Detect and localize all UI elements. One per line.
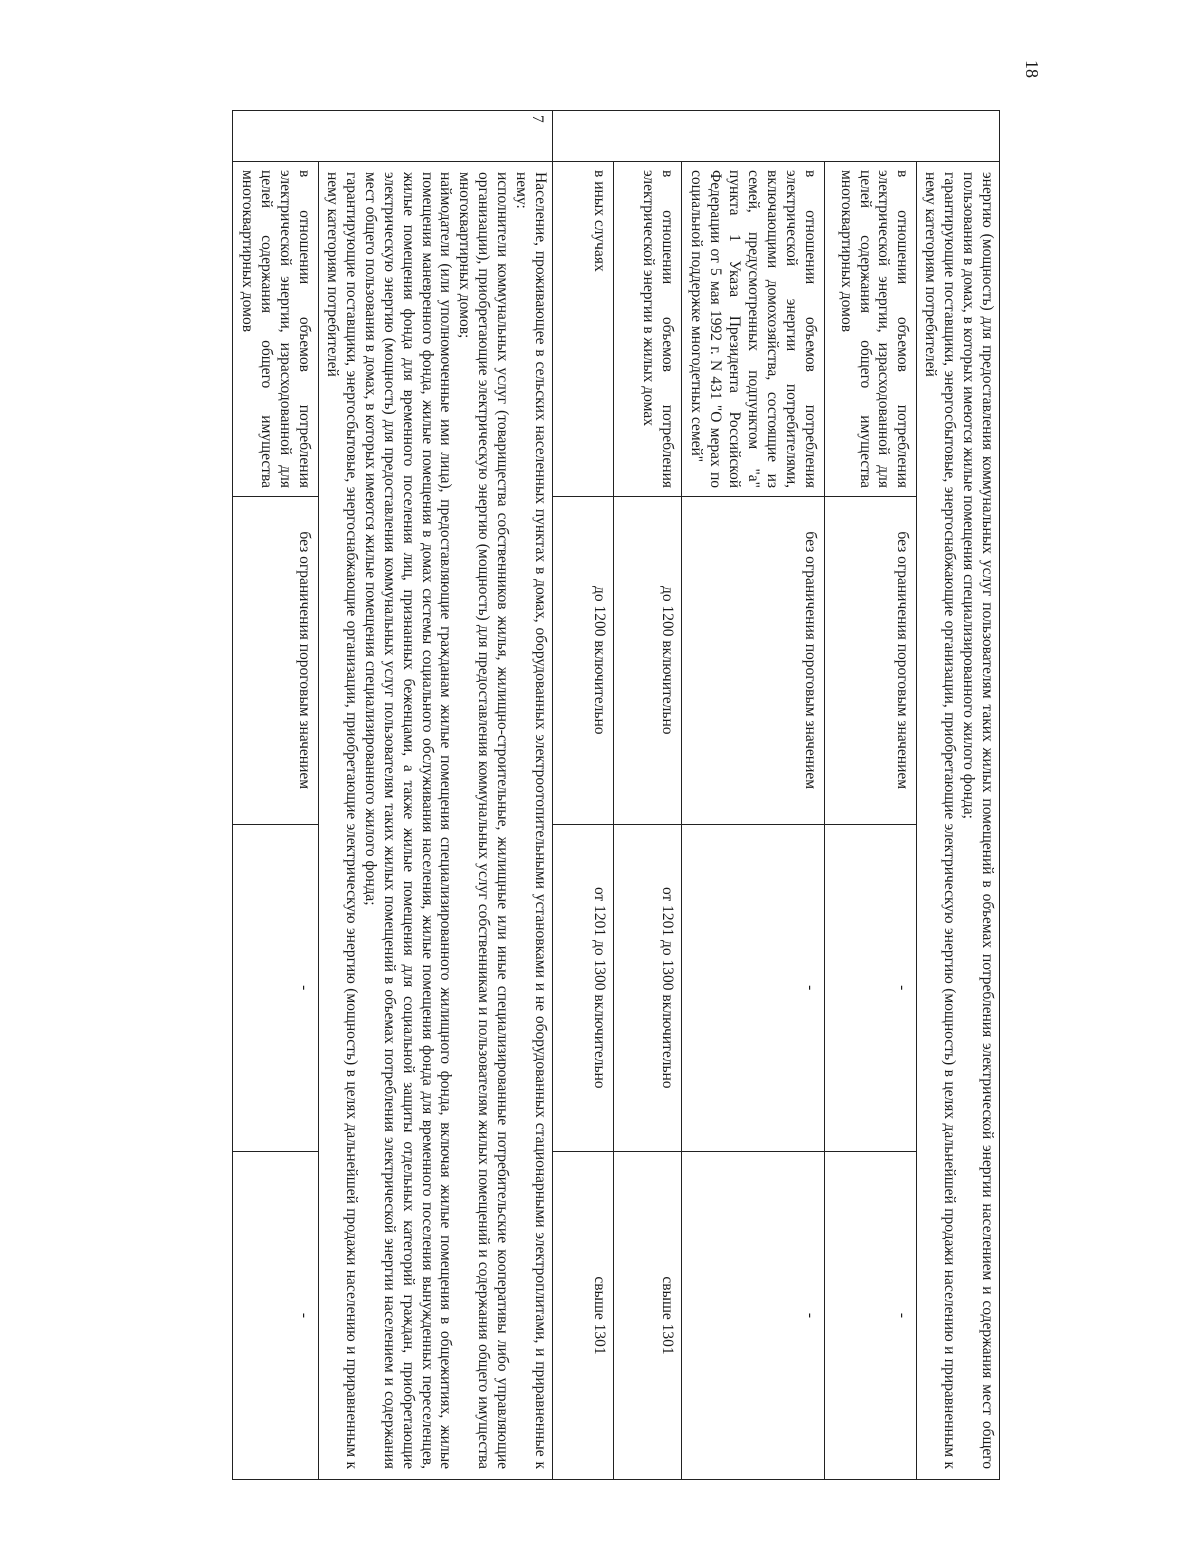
heading-paragraph: Население, проживающее в сельских населенных пунктах в домах, оборудованных электроотопительными установками и не оборудованных стационарными электроплитами, и приравненные к нему:	[513, 172, 550, 1469]
heading-paragraph: исполнители коммунальных услуг (товарищества собственников жилья, жилищно-строительные, жилищные или иные специализированные потребительские кооперативы либо управляющие организации), приобретающие электрическую энергию (мощность) для предоставления коммунальных услуг собственникам и пользователям жилых помещений и содержания общего имущества многоквартирных домов;	[456, 172, 512, 1469]
range-cell: -	[233, 1152, 319, 1480]
block-a-heading-row	[917, 111, 1000, 1480]
range-cell: свыше 1301	[553, 1152, 613, 1480]
tariff-table-sheet	[120, 110, 1000, 1480]
heading-paragraph: наймодатели (или уполномоченные ими лица), предоставляющие гражданам жилые помещения специализированного жилищного фонда, включая жилые помещения в общежитиях, жилые помещения маневренного фонда, жилые помещения в домах системы социального обслуживания населения, жилые помещения фонда для временного поселения вынужденных переселенцев, жилые помещения фонда для временного поселения лиц, признанных беженцами, а также жилые помещения для социальной защиты отдельных категорий граждан, приобретающие электрическую энергию (мощность) для предоставления коммунальных услуг пользователям таких жилых помещений в объемах потребления электрической энергии населением и содержания мест общего пользования в домах, в которых имеются жилые помещения специализированного жилого фонда;	[361, 172, 455, 1469]
heading-paragraph: гарантирующие поставщики, энергосбытовые, энергоснабжающие организации, приобретающие электрическую энергию (мощность) в целях дальнейшей продажи населению и приравненным к нему категориям потребителей	[324, 172, 360, 1469]
row-description: в отношении объемов потребления электрической энергии в жилых домах	[613, 162, 681, 497]
range-cell: от 1201 до 1300 включительно	[553, 824, 613, 1152]
heading-paragraph: энергию (мощность) для предоставления коммунальных услуг пользователям таких жилых помещений в объемах потребления электрической энергии населением и содержания мест общего пользования в домах, в которых имеются жилые помещения специализированного жилого фонда;	[960, 172, 996, 1469]
block-b-rows	[232, 111, 319, 1480]
row-number-cell: 7	[232, 111, 553, 162]
block-b-subtable	[233, 162, 319, 1479]
range-cell: -	[824, 824, 916, 1152]
range-cell: без ограничения пороговым значением	[233, 497, 319, 825]
block-b-heading	[319, 162, 553, 1480]
block-a-subtable	[553, 162, 916, 1479]
block-a-heading	[917, 162, 1000, 1480]
heading-paragraph: гарантирующие поставщики, энергосбытовые, энергоснабжающие организации, приобретающие электрическую энергию (мощность) в целях дальнейшей продажи населению и приравненным к нему категориям потребителей	[922, 172, 959, 1469]
table-row	[681, 162, 824, 1479]
row-description: в отношении объемов потребления электрической энергии, израсходованной для целей содержания общего имущества многоквартирных домов	[824, 162, 916, 497]
table-row	[233, 162, 319, 1479]
consumption-thresholds-table	[232, 110, 1000, 1480]
range-cell: от 1201 до 1300 включительно	[613, 824, 681, 1152]
row-description: в отношении объемов потребления электрической энергии потребителями, включающими домохозяйства, состоящие из семей, предусмотренных подпунктом "а" пункта 1 Указа Президента Российской Федерации от 5 мая 1992 г. N 431 "О мерах по социальной поддержке многодетных семей"	[681, 162, 824, 497]
range-cell: -	[681, 1152, 824, 1480]
range-cell: свыше 1301	[613, 1152, 681, 1480]
table-row	[613, 162, 681, 1479]
page-number: 18	[1022, 60, 1042, 78]
row-description: в отношении объемов потребления электрической энергии, израсходованной для целей содержания общего имущества многоквартирных домов	[233, 162, 319, 497]
block-b-heading-row	[319, 111, 553, 1480]
row-description: в иных случаях	[553, 162, 613, 497]
range-cell: -	[681, 824, 824, 1152]
range-cell: -	[824, 1152, 916, 1480]
range-cell: без ограничения пороговым значением	[681, 497, 824, 825]
table-row	[824, 162, 916, 1479]
range-cell: -	[233, 824, 319, 1152]
table-row	[553, 162, 613, 1479]
range-cell: до 1200 включительно	[613, 497, 681, 825]
block-a-rows	[553, 111, 917, 1480]
range-cell: без ограничения пороговым значением	[824, 497, 916, 825]
row-number-cell	[553, 111, 1000, 162]
range-cell: до 1200 включительно	[553, 497, 613, 825]
